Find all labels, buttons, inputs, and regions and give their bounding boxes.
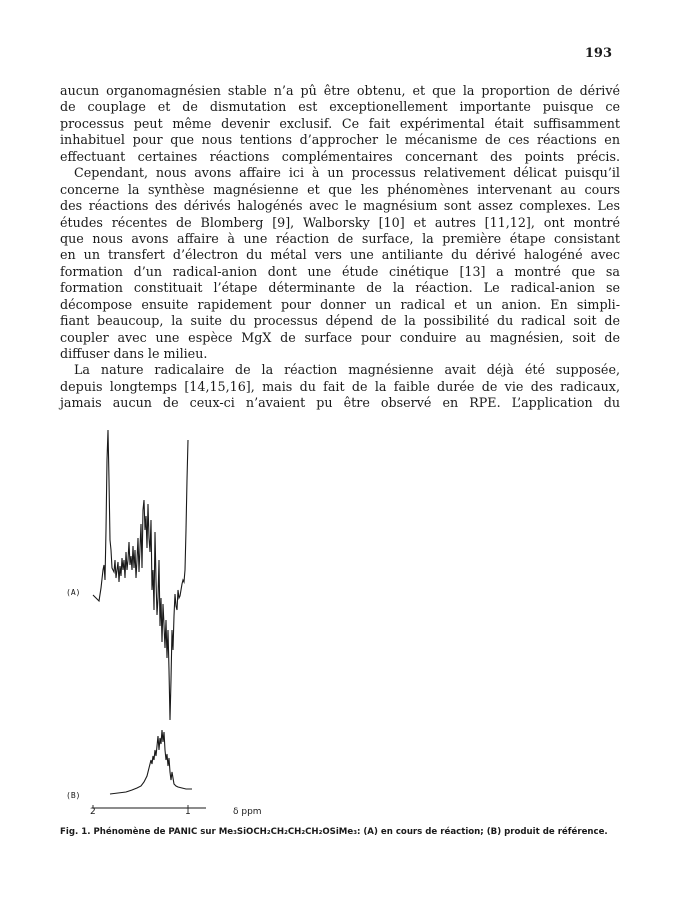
text-line: jamais aucun de ceux-ci n’avaient pu être observé en RPE. L’application du: [60, 395, 620, 411]
text-line: des réactions des dérivés halogénés avec le magnésium sont assez complexes. Les: [60, 198, 620, 214]
text-line: formation d’un radical-anion dont une étude cinétique [13] a montré que sa: [60, 263, 620, 279]
nmr-figure: [0, 420, 680, 825]
figure-caption: Fig. 1. Phénomène de PANIC sur Me₃SiOCH₂CH₂CH₂CH₂OSiMe₃: (A) en cours de réaction; (B) produit de référence.: [60, 827, 608, 837]
text-line: depuis longtemps [14,15,16], mais du fait de la faible durée de vie des radicaux,: [60, 378, 620, 394]
text-line: processus peut même devenir exclusif. Ce fait expérimental était suffisamment: [60, 115, 620, 131]
text-line: diffuser dans le milieu.: [60, 346, 208, 361]
page-number: 193: [584, 46, 612, 61]
text-line: que nous avons affaire à une réaction de surface, la première étape consistant: [60, 230, 620, 246]
spectrum-b-trace: [110, 730, 192, 794]
text-line: études récentes de Blomberg [9], Walborsky [10] et autres [11,12], ont montré: [60, 214, 620, 230]
text-line: La nature radicalaire de la réaction magnésienne avait déjà été supposée,: [74, 362, 620, 378]
body-text: [60, 83, 620, 412]
panel-label-a: (A): [66, 588, 81, 597]
text-line: aucun organomagnésien stable n’a pû être obtenu, et que la proportion de dérivé: [60, 83, 620, 98]
text-line: de couplage et de dismutation est exceptionellement importante puisque ce: [60, 99, 620, 115]
text-line: formation constituait l’étape déterminante de la réaction. Le radical-anion se: [60, 280, 620, 296]
text-line: inhabituel pour que nous tentions d’approcher le mécanisme de ces réactions en: [60, 132, 620, 148]
nmr-spectra: [0, 420, 680, 825]
text-line: effectuant certaines réactions complémentaires concernant des points précis.: [60, 148, 620, 164]
axis-unit-label: δ ppm: [233, 807, 262, 817]
spectrum-a-trace: [93, 430, 188, 720]
text-line: concerne la synthèse magnésienne et que les phénomènes intervenant au cours: [60, 181, 620, 197]
text-line: coupler avec une espèce MgX de surface pour conduire au magnésien, soit de: [60, 329, 620, 345]
tick-label-1: 1: [185, 807, 191, 817]
tick-label-2: 2: [90, 807, 96, 817]
text-line: en un transfert d’électron du métal vers une antiliante du dérivé halogéné avec: [60, 247, 620, 263]
panel-label-b: (B): [66, 791, 81, 800]
text-line: fiant beaucoup, la suite du processus dépend de la possibilité du radical soit de: [60, 313, 620, 329]
text-line: décompose ensuite rapidement pour donner un radical et un anion. En simpli-: [60, 296, 620, 312]
text-line: Cependant, nous avons affaire ici à un processus relativement délicat puisqu’il: [74, 165, 620, 181]
